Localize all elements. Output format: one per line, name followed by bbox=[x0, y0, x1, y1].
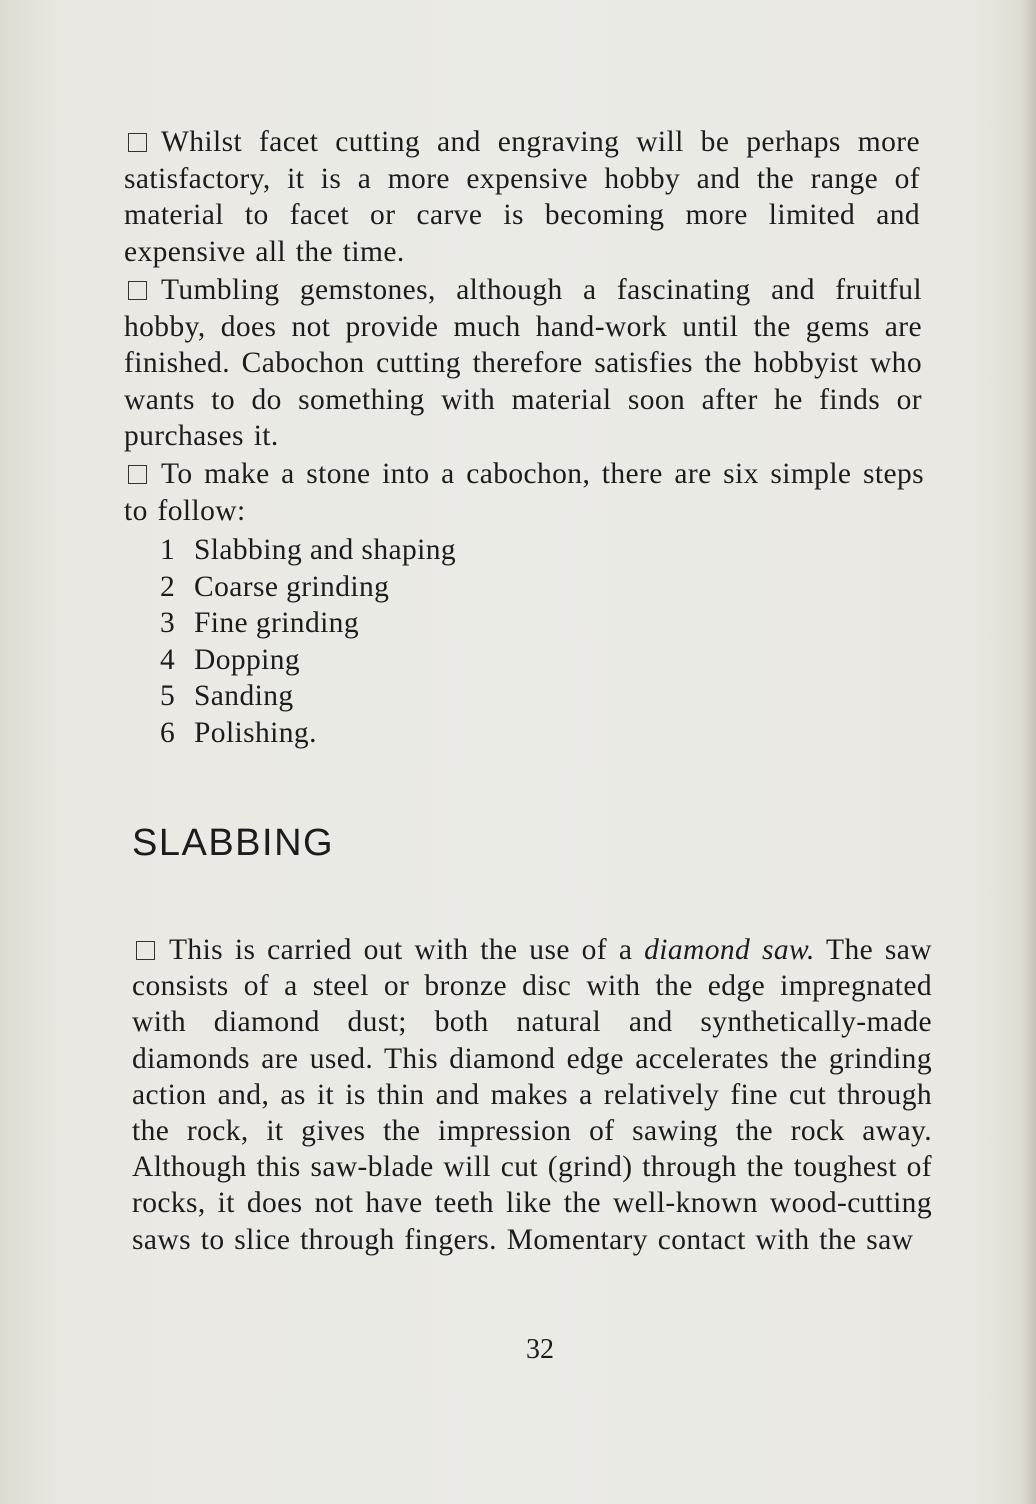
step-number: 4 bbox=[160, 643, 176, 676]
step-label: Dopping bbox=[194, 643, 301, 676]
paragraph-text-rest: The saw consists of a steel or bronze disc with the edge impregnated with diamond dust; both natural and synthetically-made diamonds are used. This diamond edge accelerates the grinding action and, as it is thin and makes a relatively fine cut through the rock, it gives the impression of sawing the rock away. Although this saw-blade will cut (grind) through the toughest of rocks, it does not have teeth like the well-known wood-cutting saws to slice through fingers. Momentary contact with the saw bbox=[132, 934, 932, 1256]
paragraph-text: To make a stone into a cabochon, there are six simple steps to follow: bbox=[124, 458, 924, 527]
step-number: 3 bbox=[160, 607, 176, 640]
page-number: 32 bbox=[526, 1334, 554, 1365]
paragraph-slabbing bbox=[132, 932, 932, 1258]
paragraph-text-start: This is carried out with the use of a bbox=[169, 934, 645, 966]
list-item bbox=[160, 678, 456, 715]
list-item bbox=[160, 569, 456, 606]
section-heading: SLABBING bbox=[132, 822, 335, 864]
step-label: Polishing. bbox=[194, 716, 317, 749]
italic-term: diamond saw. bbox=[644, 934, 815, 966]
list-item bbox=[160, 715, 456, 752]
step-label: Fine grinding bbox=[194, 607, 359, 640]
step-number: 2 bbox=[160, 570, 176, 603]
step-number: 6 bbox=[160, 716, 176, 749]
list-item bbox=[160, 642, 456, 679]
step-number: 1 bbox=[160, 534, 176, 566]
paragraph-text: Whilst facet cutting and engraving will be perhaps more satisfactory, it is a more expensive hobby and the range of material to facet or carve is becoming more limited and expensive all the time. bbox=[124, 126, 920, 268]
checkbox-bullet-icon bbox=[136, 941, 155, 960]
checkbox-bullet-icon bbox=[128, 133, 147, 152]
paragraph-tumbling bbox=[124, 272, 922, 455]
step-label: Sanding bbox=[194, 680, 294, 713]
list-item bbox=[160, 605, 456, 642]
step-label: Coarse grinding bbox=[194, 570, 390, 603]
checkbox-bullet-icon bbox=[128, 281, 147, 300]
paragraph-steps-intro bbox=[124, 456, 924, 529]
checkbox-bullet-icon bbox=[128, 465, 147, 484]
step-number: 5 bbox=[160, 680, 176, 713]
steps-list bbox=[160, 532, 456, 752]
paragraph-text: Tumbling gemstones, although a fascinating and fruitful hobby, does not provide much hand-work until the gems are finished. Cabochon cutting therefore satisfies the hobbyist who wants to do something with material soon after he finds or purchases it. bbox=[124, 274, 922, 453]
paragraph-facet-cutting bbox=[124, 124, 920, 270]
step-label: Slabbing and shaping bbox=[194, 534, 457, 566]
list-item bbox=[160, 532, 456, 569]
